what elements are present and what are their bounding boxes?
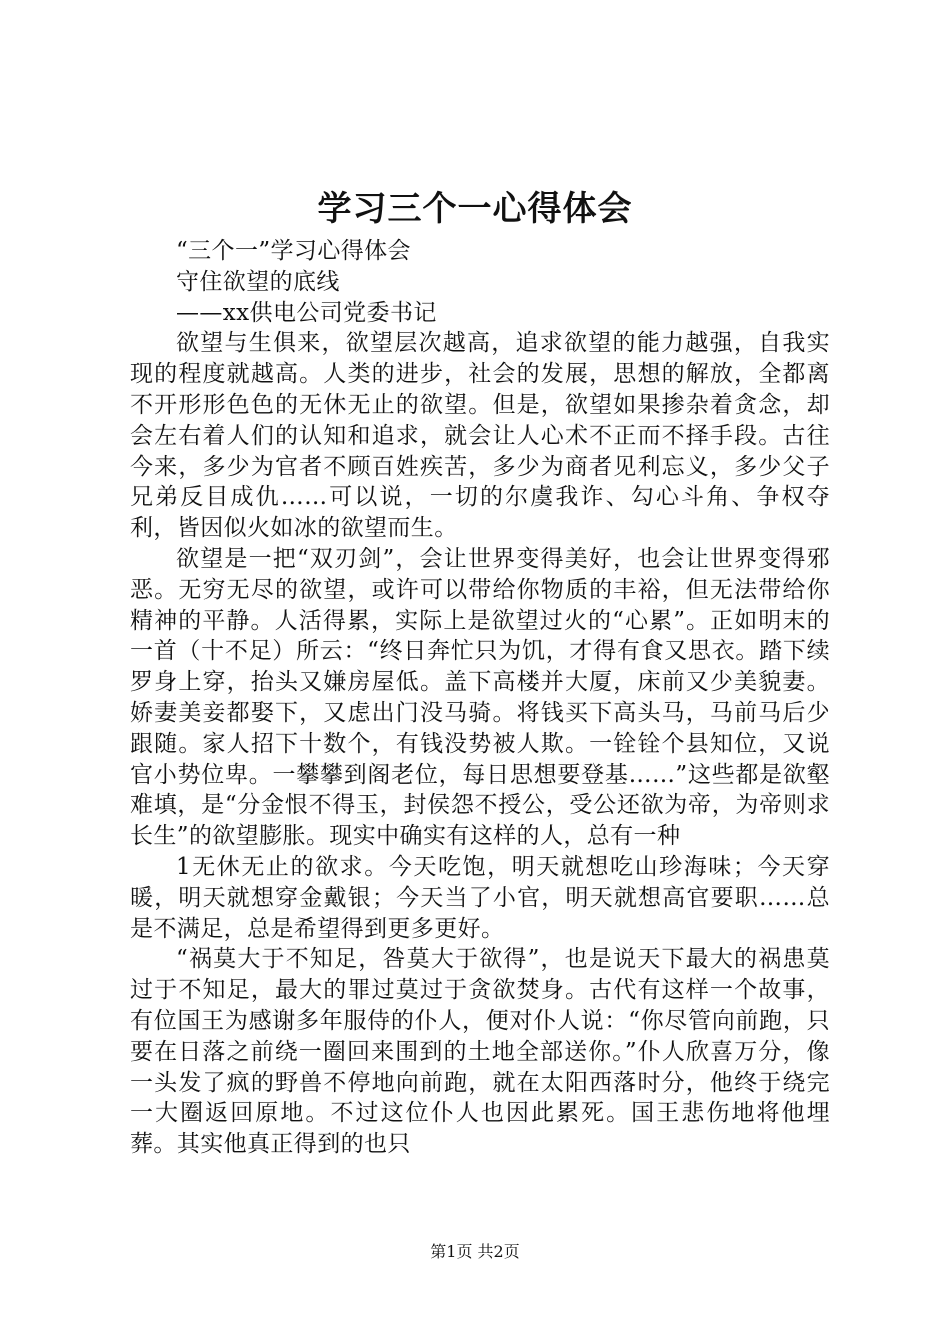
page-footer: 第1页 共2页 bbox=[430, 1242, 520, 1261]
body-paragraph: 1无休无止的欲求。今天吃饱，明天就想吃山珍海味；今天穿暖，明天就想穿金戴银；今天当了小官，明天就想高官要职……总是不满足，总是希望得到更多更好。 bbox=[130, 853, 830, 942]
body-paragraph: 欲望是一把“双刃剑”，会让世界变得美好，也会让世界变得邪恶。无穷无尽的欲望，或许可以带给你物质的丰裕，但无法带给你精神的平静。人活得累，实际上是欲望过火的“心累”。正如明末的一首（十不足）所云：“终日奔忙只为饥，才得有食又思衣。踏下续罗身上穿，抬头又嫌房屋低。盖下高楼并大厦，床前又少美貌妻。娇妻美妾都娶下，又虑出门没马骑。将钱买下高头马，马前马后少跟随。家人招下十数个，有钱没势被人欺。一铨铨个县知位，又说官小势位卑。一攀攀到阁老位，每日思想要登基……”这些都是欲壑难填，是“分金恨不得玉，封侯怨不授公，受公还欲为帝，为帝则求长生”的欲望膨胀。现实中确实有这样的人，总有一种 bbox=[130, 545, 830, 850]
document-title: 学习三个一心得体会 bbox=[317, 189, 633, 229]
author-line: ——xx供电公司党委书记 bbox=[176, 299, 437, 326]
body-paragraph: “祸莫大于不知足，咎莫大于欲得”，也是说天下最大的祸患莫过于不知足，最大的罪过莫过于贪欲焚身。古代有这样一个故事，有位国王为感谢多年服侍的仆人，便对仆人说：“你尽管向前跑，只要在日落之前绕一圈回来围到的土地全部送你。”仆人欣喜万分，像一头发了疯的野兽不停地向前跑，就在太阳西落时分，他终于绕完一大圈返回原地。不过这位仆人也因此累死。国王悲伤地将他埋葬。其实他真正得到的也只 bbox=[130, 946, 830, 1158]
subtitle-paragraph: “三个一”学习心得体会 bbox=[176, 238, 411, 264]
body-paragraph: 欲望与生俱来，欲望层次越高，追求欲望的能力越强，自我实现的程度就越高。人类的进步，社会的发展，思想的解放，全都离不开形形色色的无休无止的欲望。但是，欲望如果掺杂着贪念，却会左右着人们的认知和追求，就会让人心术不正而不择手段。古往今来，多少为官者不顾百姓疾苦，多少为商者见利忘义，多少父子兄弟反目成仇……可以说，一切的尔虞我诈、勾心斗角、争权夺利，皆因似火如冰的欲望而生。 bbox=[130, 330, 830, 542]
heading-paragraph: 守住欲望的底线 bbox=[176, 268, 340, 295]
document-body bbox=[130, 236, 830, 1160]
